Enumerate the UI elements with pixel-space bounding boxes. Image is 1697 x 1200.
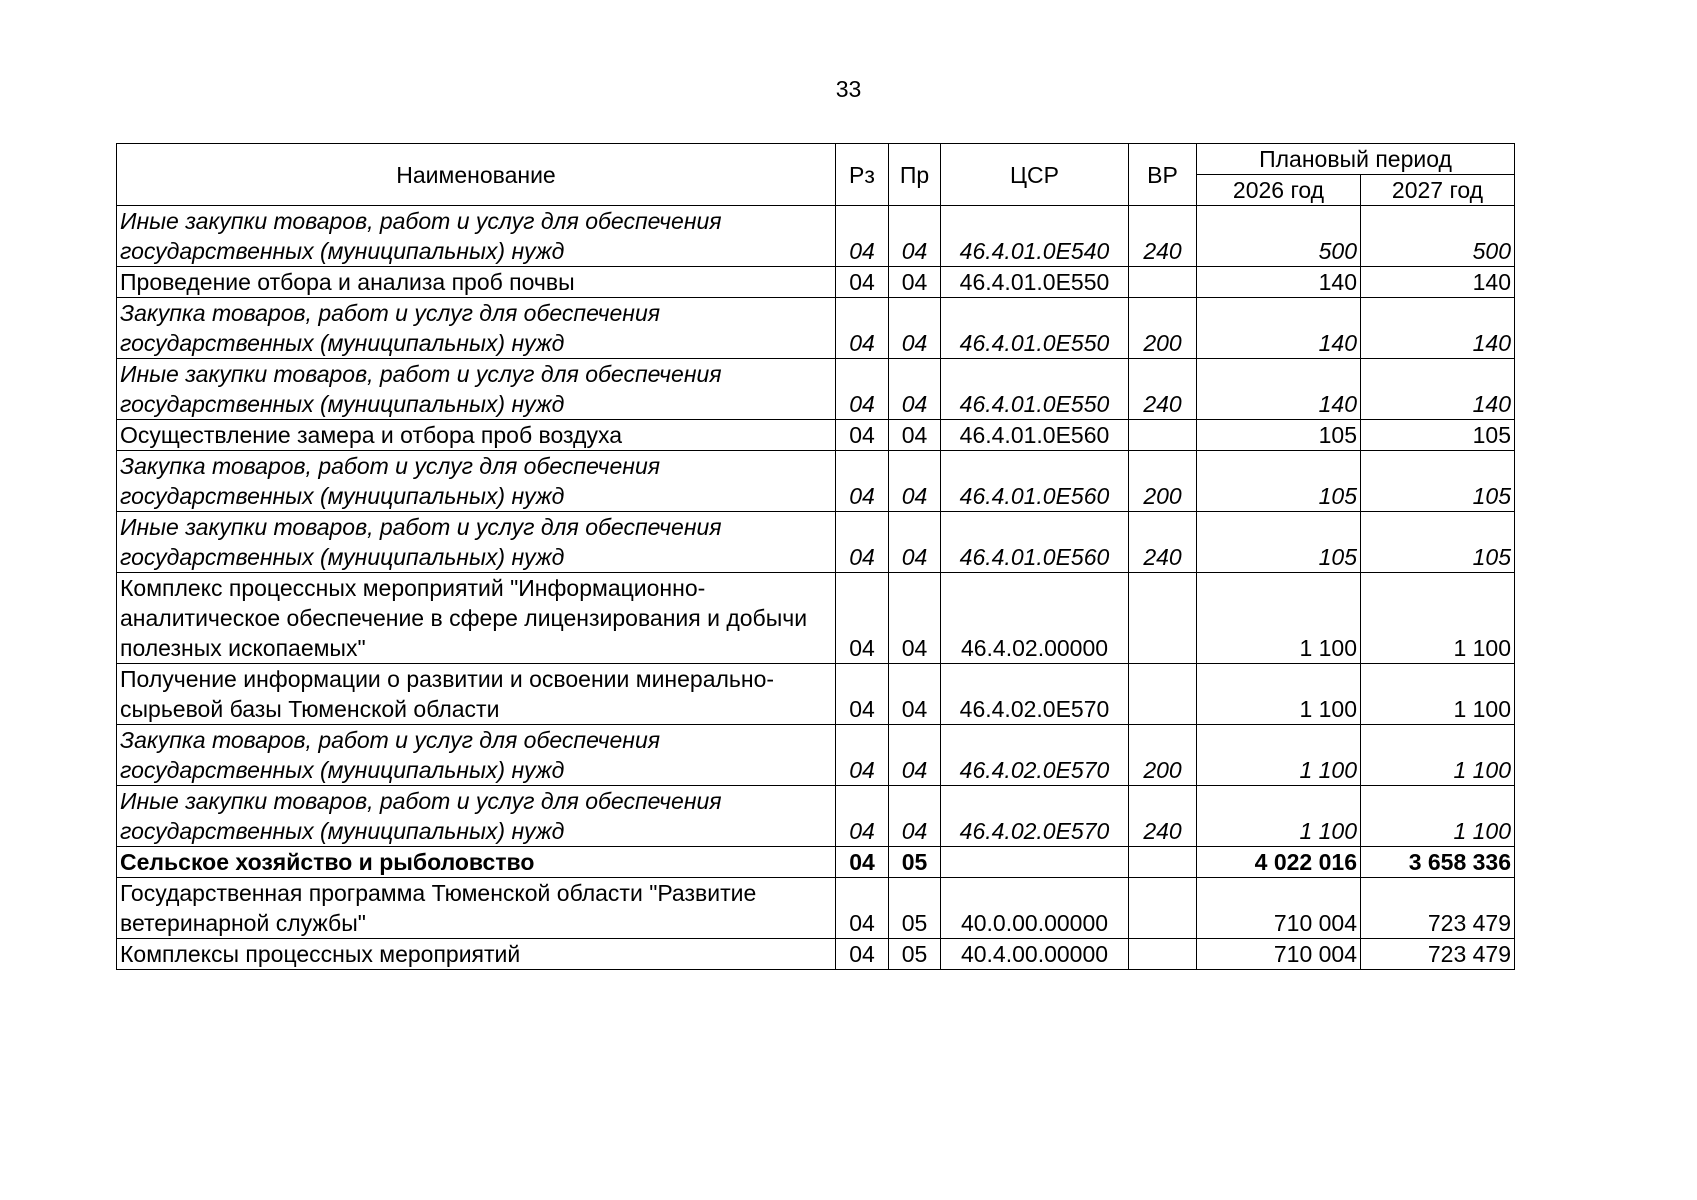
row-value-2026: 710 004 [1197,939,1361,970]
row-name: Иные закупки товаров, работ и услуг для обеспечения государственных (муниципальных) нужд [117,206,836,267]
row-value-2026: 1 100 [1197,786,1361,847]
row-value-2027: 723 479 [1361,878,1515,939]
row-vr: 200 [1129,725,1197,786]
row-csr: 46.4.02.0Е570 [941,786,1129,847]
row-pr: 04 [889,725,941,786]
row-vr [1129,878,1197,939]
table-row [117,206,1515,267]
row-value-2027: 1 100 [1361,573,1515,664]
header-name: Наименование [117,144,836,206]
row-vr [1129,939,1197,970]
row-csr: 40.0.00.00000 [941,878,1129,939]
table-row [117,359,1515,420]
row-vr: 240 [1129,512,1197,573]
row-name: Сельское хозяйство и рыболовство [117,847,836,878]
row-name: Осуществление замера и отбора проб воздуха [117,420,836,451]
row-value-2027: 105 [1361,512,1515,573]
row-rz: 04 [836,725,889,786]
row-pr: 04 [889,451,941,512]
row-name: Проведение отбора и анализа проб почвы [117,267,836,298]
row-rz: 04 [836,664,889,725]
table-row [117,267,1515,298]
row-name: Закупка товаров, работ и услуг для обеспечения государственных (муниципальных) нужд [117,298,836,359]
row-value-2026: 710 004 [1197,878,1361,939]
row-csr: 46.4.01.0Е550 [941,298,1129,359]
row-rz: 04 [836,420,889,451]
row-name: Иные закупки товаров, работ и услуг для обеспечения государственных (муниципальных) нужд [117,512,836,573]
row-value-2026: 4 022 016 [1197,847,1361,878]
row-csr: 46.4.01.0Е540 [941,206,1129,267]
row-pr: 04 [889,267,941,298]
table-row [117,420,1515,451]
row-vr: 240 [1129,786,1197,847]
table-body [117,206,1515,970]
row-pr: 04 [889,420,941,451]
row-value-2026: 105 [1197,512,1361,573]
row-value-2027: 140 [1361,298,1515,359]
table-row [117,298,1515,359]
row-rz: 04 [836,847,889,878]
row-csr: 46.4.01.0Е550 [941,267,1129,298]
row-pr: 04 [889,512,941,573]
row-vr [1129,420,1197,451]
row-value-2026: 105 [1197,420,1361,451]
row-csr: 46.4.02.00000 [941,573,1129,664]
row-vr [1129,664,1197,725]
row-value-2027: 105 [1361,420,1515,451]
row-rz: 04 [836,298,889,359]
row-name: Закупка товаров, работ и услуг для обеспечения государственных (муниципальных) нужд [117,451,836,512]
row-name: Комплекс процессных мероприятий "Информационно-аналитическое обеспечение в сфере лицензирования и добычи полезных ископаемых" [117,573,836,664]
row-csr: 46.4.02.0Е570 [941,664,1129,725]
page-number: 33 [835,76,862,102]
row-rz: 04 [836,573,889,664]
row-name: Государственная программа Тюменской области "Развитие ветеринарной службы" [117,878,836,939]
table-row [117,725,1515,786]
budget-table [116,143,1515,970]
row-vr: 240 [1129,206,1197,267]
row-pr: 05 [889,939,941,970]
row-rz: 04 [836,267,889,298]
row-csr: 46.4.02.0Е570 [941,725,1129,786]
header-year-2026: 2026 год [1197,175,1361,206]
row-rz: 04 [836,786,889,847]
row-value-2027: 3 658 336 [1361,847,1515,878]
row-pr: 04 [889,664,941,725]
row-csr: 46.4.01.0Е550 [941,359,1129,420]
row-value-2026: 1 100 [1197,725,1361,786]
row-rz: 04 [836,512,889,573]
row-value-2027: 1 100 [1361,664,1515,725]
row-vr: 240 [1129,359,1197,420]
table-row [117,847,1515,878]
row-value-2026: 140 [1197,359,1361,420]
table-row [117,573,1515,664]
row-value-2026: 1 100 [1197,664,1361,725]
row-csr: 46.4.01.0Е560 [941,420,1129,451]
row-value-2027: 1 100 [1361,725,1515,786]
row-value-2027: 140 [1361,359,1515,420]
row-name: Комплексы процессных мероприятий [117,939,836,970]
row-value-2027: 105 [1361,451,1515,512]
table-row [117,878,1515,939]
table-row [117,512,1515,573]
row-name: Иные закупки товаров, работ и услуг для обеспечения государственных (муниципальных) нужд [117,786,836,847]
row-rz: 04 [836,939,889,970]
row-value-2027: 1 100 [1361,786,1515,847]
row-rz: 04 [836,206,889,267]
header-pr: Пр [889,144,941,206]
header-vr: ВР [1129,144,1197,206]
row-vr: 200 [1129,298,1197,359]
row-value-2026: 140 [1197,298,1361,359]
row-pr: 04 [889,573,941,664]
row-vr [1129,847,1197,878]
header-year-2027: 2027 год [1361,175,1515,206]
row-pr: 04 [889,786,941,847]
row-pr: 04 [889,298,941,359]
row-value-2027: 723 479 [1361,939,1515,970]
row-value-2026: 140 [1197,267,1361,298]
header-csr: ЦСР [941,144,1129,206]
row-csr [941,847,1129,878]
table-row [117,664,1515,725]
row-pr: 05 [889,878,941,939]
header-planned-period: Плановый период [1197,144,1515,175]
row-csr: 46.4.01.0Е560 [941,512,1129,573]
table-row [117,451,1515,512]
row-pr: 05 [889,847,941,878]
row-pr: 04 [889,206,941,267]
row-csr: 40.4.00.00000 [941,939,1129,970]
row-csr: 46.4.01.0Е560 [941,451,1129,512]
row-vr [1129,573,1197,664]
row-rz: 04 [836,359,889,420]
row-rz: 04 [836,451,889,512]
row-value-2026: 105 [1197,451,1361,512]
row-name: Иные закупки товаров, работ и услуг для обеспечения государственных (муниципальных) нужд [117,359,836,420]
header-rz: Рз [836,144,889,206]
row-rz: 04 [836,878,889,939]
row-value-2027: 500 [1361,206,1515,267]
row-name: Закупка товаров, работ и услуг для обеспечения государственных (муниципальных) нужд [117,725,836,786]
row-value-2026: 1 100 [1197,573,1361,664]
row-value-2027: 140 [1361,267,1515,298]
row-name: Получение информации о развитии и освоении минерально-сырьевой базы Тюменской области [117,664,836,725]
row-vr: 200 [1129,451,1197,512]
row-value-2026: 500 [1197,206,1361,267]
table-row [117,939,1515,970]
row-pr: 04 [889,359,941,420]
row-vr [1129,267,1197,298]
table-row [117,786,1515,847]
